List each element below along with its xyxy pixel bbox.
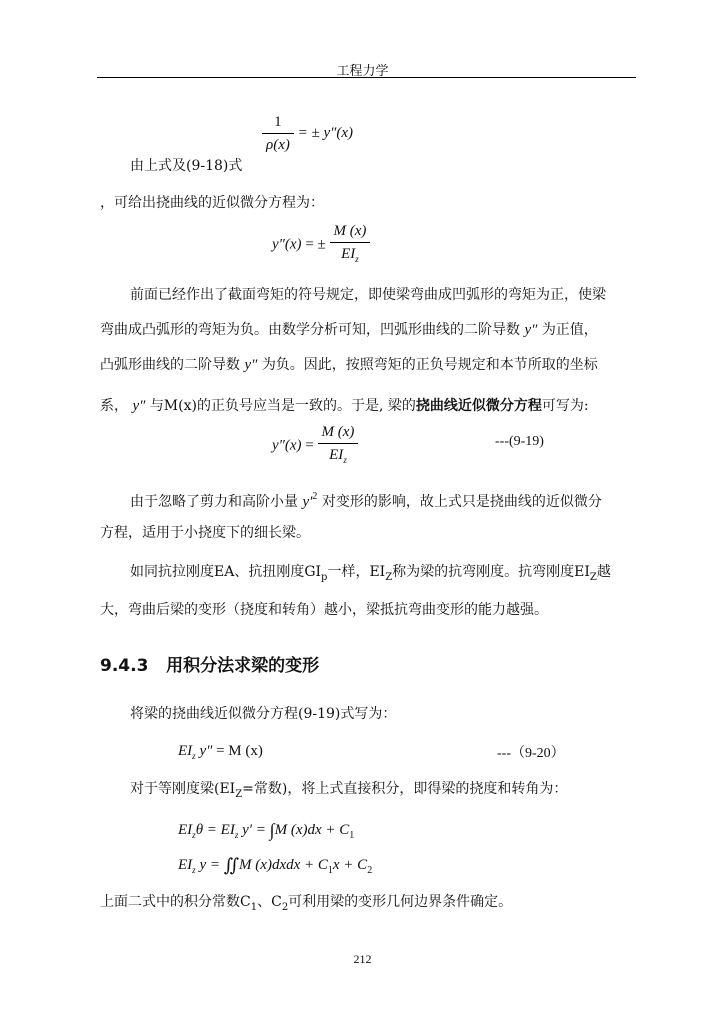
integral-tail: x + C xyxy=(332,857,368,873)
y2-symbol: y″ xyxy=(199,743,213,759)
header-rule xyxy=(97,77,636,78)
running-header: 工程力学 xyxy=(336,64,389,79)
paragraph-line xyxy=(130,780,567,804)
ei-symbol: EI xyxy=(178,743,193,759)
subscript-z: z xyxy=(343,455,347,465)
subscript-z: z xyxy=(192,751,196,761)
subscript-2: 2 xyxy=(281,902,289,913)
deflection-equation xyxy=(178,856,372,880)
subscript-z: z xyxy=(192,830,196,840)
text-run: 由于忽略了剪力和高阶小量 xyxy=(130,494,298,510)
equation-number: ---(9-19) xyxy=(495,434,544,449)
equation-rhs: = M (x) xyxy=(216,743,263,759)
theta-part: θ = EI xyxy=(195,822,235,838)
text-run: 称为梁的抗弯刚度。抗弯刚度EI xyxy=(392,564,590,580)
text-run: 系， xyxy=(100,398,128,414)
approx-diff-equation xyxy=(272,423,358,469)
inline-math-y2: y″ xyxy=(524,322,538,338)
page-number: 212 xyxy=(353,952,372,966)
subscript-z: Z xyxy=(235,789,243,800)
subscript-2: 2 xyxy=(367,865,373,876)
paragraph-text: 将梁的挠曲线近似微分方程(9-19)式写为： xyxy=(130,706,397,722)
text-run: 越 xyxy=(596,564,611,580)
section-heading xyxy=(100,651,319,676)
fraction-numerator: M (x) xyxy=(330,222,371,243)
equals-sign: = xyxy=(305,437,314,454)
text-run: 为正值， xyxy=(541,322,598,338)
paragraph-line xyxy=(100,893,512,917)
subscript-z: Z xyxy=(589,572,597,583)
moment-fraction xyxy=(330,222,371,268)
equation-number: ---（9-20） xyxy=(497,746,565,761)
fraction-denominator: ρ(x) xyxy=(266,137,290,153)
equation-lhs: y″(x) xyxy=(272,437,302,454)
text-run: 凸弧形曲线的二阶导数 xyxy=(100,357,240,373)
equation-lhs: y″(x) xyxy=(272,236,302,253)
text-run: 、C xyxy=(257,894,282,910)
text-run: 如同抗拉刚度EA、抗扭刚度GI xyxy=(130,564,322,580)
integral-body: M (x)dxdx + C xyxy=(239,857,328,873)
paragraph-text: 方程，适用于小挠度下的细长梁。 xyxy=(100,525,310,541)
inline-math-yprime-squared xyxy=(302,491,318,510)
subscript-1: 1 xyxy=(327,865,333,876)
paragraph-line xyxy=(100,321,598,339)
text-run: 上面二式中的积分常数C xyxy=(100,894,251,910)
text-run: =常数)，将上式直接积分，即得梁的挠度和转角为： xyxy=(242,781,568,797)
fraction-numerator: M (x) xyxy=(318,423,359,444)
y-part: y = xyxy=(199,857,220,873)
text-run: 对于等刚度梁(EI xyxy=(130,781,236,797)
inline-math-y2: y″ xyxy=(132,398,146,414)
text-run: 与M(x)的正负号应当是一致的。于是, 梁的 xyxy=(149,398,416,414)
paragraph-text: 大，弯曲后梁的变形（挠度和转角）越小，梁抵抗弯曲变形的能力越强。 xyxy=(100,602,548,618)
section-number: 9.4.3 xyxy=(100,656,149,676)
fraction-denominator xyxy=(318,444,359,469)
subscript-p: p xyxy=(321,572,328,583)
fraction-numerator: 1 xyxy=(262,113,294,134)
paragraph-line xyxy=(100,356,598,374)
subscript-1: 1 xyxy=(349,830,355,841)
text-run: 对变形的影响，故上式只是挠曲线的近似微分 xyxy=(321,494,602,510)
paragraph-line xyxy=(130,563,611,587)
text-run: 可利用梁的变形几何边界条件确定。 xyxy=(288,894,513,910)
integral-body: M (x)dx + C xyxy=(274,822,350,838)
inline-math-y2: y″ xyxy=(244,357,258,373)
yprime-part: y′ = xyxy=(242,822,266,838)
section-title: 用积分法求梁的变形 xyxy=(166,656,320,676)
equation-9-20 xyxy=(178,742,263,765)
yprime: y′ xyxy=(302,494,313,510)
paragraph-line xyxy=(130,488,602,511)
equals-pm-sign: = ± xyxy=(305,236,326,253)
subscript-z: z xyxy=(192,865,196,875)
curvature-equation xyxy=(262,113,353,154)
subscript-1: 1 xyxy=(250,902,258,913)
bold-term: 挠曲线近似微分方程 xyxy=(415,398,542,414)
paragraph-text: 前面已经作出了截面弯矩的符号规定，即使梁弯曲成凹弧形的弯矩为正，使梁 xyxy=(130,287,606,303)
double-integral-sign: ∬ xyxy=(223,855,240,875)
moment-fraction xyxy=(318,423,359,469)
ei-symbol: EI xyxy=(178,822,193,838)
paragraph-text: 由上式及(9-18)式 xyxy=(130,158,243,174)
subscript-z: z xyxy=(355,254,359,264)
subscript-z: z xyxy=(234,830,239,840)
paragraph-text: ，可给出挠曲线的近似微分方程为： xyxy=(100,195,324,211)
ei-symbol: EI xyxy=(341,246,356,262)
text-run: 一样，EI xyxy=(327,564,386,580)
fraction-denominator xyxy=(330,243,371,268)
paragraph-line xyxy=(100,397,589,415)
ei-symbol: EI xyxy=(329,447,344,463)
approx-diff-equation-pm xyxy=(272,222,370,268)
text-run: 为负。因此，按照弯矩的正负号规定和本节所取的坐标 xyxy=(261,357,598,373)
curvature-fraction xyxy=(262,113,294,154)
ei-symbol: EI xyxy=(178,857,193,873)
rotation-equation xyxy=(178,821,354,845)
subscript-z: Z xyxy=(385,572,393,583)
integral-sign: ∫ xyxy=(269,820,275,840)
text-run: 可写为: xyxy=(541,398,589,414)
curvature-rhs: = ± y″(x) xyxy=(297,124,354,141)
superscript-2: 2 xyxy=(312,491,318,502)
text-run: 弯曲成凸弧形的弯矩为负。由数学分析可知，凹弧形曲线的二阶导数 xyxy=(100,322,520,338)
